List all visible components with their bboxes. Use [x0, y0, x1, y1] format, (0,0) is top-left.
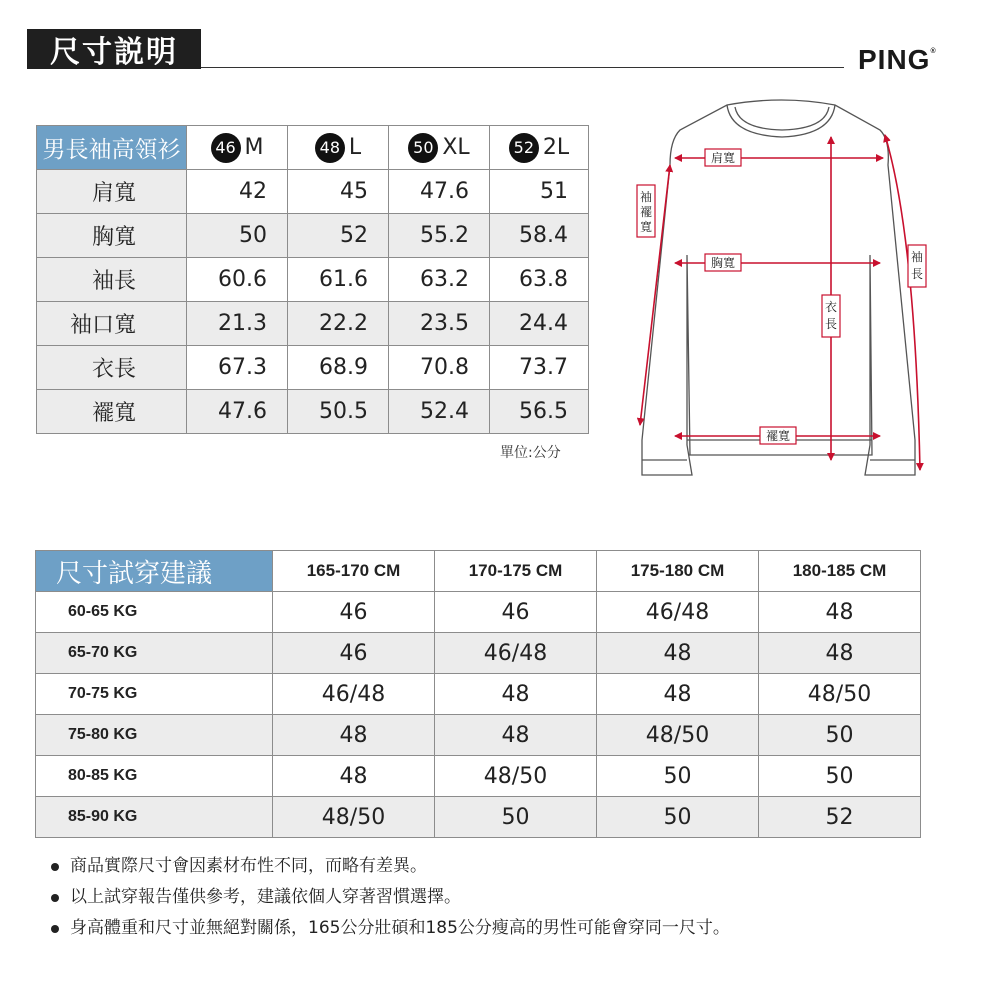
- table-cell: 52.4: [389, 390, 490, 434]
- table-cell: 58.4: [490, 214, 589, 258]
- table-cell: 48: [759, 592, 921, 633]
- chest-label: [705, 254, 741, 271]
- size-col-header: 48 L: [288, 126, 389, 170]
- table-cell: 48/50: [759, 674, 921, 715]
- table-cell: 48: [435, 715, 597, 756]
- table-cell: 42: [187, 170, 288, 214]
- unit-note: 單位:公分: [500, 445, 561, 461]
- row-label: 胸寬: [37, 214, 187, 258]
- table-cell: 46/48: [273, 674, 435, 715]
- row-label: 襬寬: [37, 390, 187, 434]
- table-cell: 60.6: [187, 258, 288, 302]
- table-cell: 47.6: [187, 390, 288, 434]
- table-cell: 61.6: [288, 258, 389, 302]
- page-title: 尺寸説明: [27, 29, 201, 69]
- table-row: [37, 302, 589, 346]
- table-cell: 63.2: [389, 258, 490, 302]
- svg-text:肩寬: 肩寬: [710, 151, 736, 165]
- table-cell: 45: [288, 170, 389, 214]
- table-cell: 22.2: [288, 302, 389, 346]
- table-row: [36, 633, 921, 674]
- table-cell: 24.4: [490, 302, 589, 346]
- svg-text:襬寬: 襬寬: [765, 429, 791, 443]
- table-row: [37, 170, 589, 214]
- table-cell: 52: [759, 797, 921, 838]
- table-cell: 48: [597, 674, 759, 715]
- table-cell: 48: [597, 633, 759, 674]
- weight-label: 80-85 KG: [36, 756, 273, 797]
- table-cell: 48: [273, 756, 435, 797]
- svg-text:長: 長: [910, 267, 924, 281]
- height-col-header: 180-185 CM: [759, 551, 921, 592]
- table-row: [37, 346, 589, 390]
- svg-text:胸寬: 胸寬: [710, 256, 736, 270]
- table-cell: 50.5: [288, 390, 389, 434]
- table-cell: 46/48: [435, 633, 597, 674]
- table-cell: 56.5: [490, 390, 589, 434]
- weight-label: 75-80 KG: [36, 715, 273, 756]
- table-cell: 48/50: [273, 797, 435, 838]
- hem-label: [760, 427, 796, 444]
- size-chart-table: [36, 125, 589, 434]
- table-cell: 46: [435, 592, 597, 633]
- table-cell: 52: [288, 214, 389, 258]
- table-cell: 23.5: [389, 302, 490, 346]
- length-label: [822, 295, 840, 337]
- table-cell: 50: [759, 756, 921, 797]
- table-cell: 73.7: [490, 346, 589, 390]
- brand-logo: PING®: [858, 44, 937, 75]
- table-cell: 55.2: [389, 214, 490, 258]
- table-cell: 67.3: [187, 346, 288, 390]
- note-item: 商品實際尺寸會因素材布性不同，而略有差異。: [48, 851, 730, 882]
- shirt-outline: [639, 100, 915, 475]
- row-label: 袖長: [37, 258, 187, 302]
- size-table-title: 男長袖高領衫: [37, 126, 187, 170]
- table-row: [37, 258, 589, 302]
- table-cell: 63.8: [490, 258, 589, 302]
- sleeve-label: [908, 245, 926, 287]
- table-row: [36, 797, 921, 838]
- table-row: [36, 592, 921, 633]
- row-label: 袖口寬: [37, 302, 187, 346]
- svg-text:衣: 衣: [824, 300, 838, 314]
- size-col-header: 46 M: [187, 126, 288, 170]
- table-cell: 46: [273, 633, 435, 674]
- table-cell: 51: [490, 170, 589, 214]
- table-cell: 50: [187, 214, 288, 258]
- fit-suggestion-table: [35, 550, 921, 838]
- table-cell: 68.9: [288, 346, 389, 390]
- height-col-header: 165-170 CM: [273, 551, 435, 592]
- table-cell: 46/48: [597, 592, 759, 633]
- table-cell: 48: [759, 633, 921, 674]
- size-col-header: 52 2L: [490, 126, 589, 170]
- note-item: 以上試穿報告僅供參考，建議依個人穿著習慣選擇。: [48, 882, 730, 913]
- garment-diagram: [615, 95, 935, 485]
- svg-text:襬: 襬: [639, 205, 653, 219]
- table-cell: 46: [273, 592, 435, 633]
- measure-arrows: [640, 135, 920, 470]
- table-cell: 47.6: [389, 170, 490, 214]
- weight-label: 60-65 KG: [36, 592, 273, 633]
- table-cell: 48: [435, 674, 597, 715]
- table-cell: 70.8: [389, 346, 490, 390]
- cuff-label: [637, 185, 655, 237]
- note-item: 身高體重和尺寸並無絕對關係，165公分壯碩和185公分瘦高的男性可能會穿同一尺寸。: [48, 913, 730, 944]
- table-cell: 48/50: [597, 715, 759, 756]
- height-col-header: 175-180 CM: [597, 551, 759, 592]
- size-col-header: 50 XL: [389, 126, 490, 170]
- table-row: [37, 214, 589, 258]
- table-cell: 48/50: [435, 756, 597, 797]
- row-label: 衣長: [37, 346, 187, 390]
- table-row: [37, 390, 589, 434]
- table-cell: 48: [273, 715, 435, 756]
- svg-text:袖: 袖: [639, 190, 653, 204]
- svg-text:袖: 袖: [910, 250, 924, 264]
- table-row: [36, 674, 921, 715]
- table-row: [36, 756, 921, 797]
- fit-table-title: 尺寸試穿建議: [36, 551, 273, 592]
- shoulder-label: [705, 149, 741, 166]
- weight-label: 65-70 KG: [36, 633, 273, 674]
- table-row: [36, 715, 921, 756]
- table-cell: 50: [597, 756, 759, 797]
- title-divider: [201, 67, 844, 68]
- row-label: 肩寬: [37, 170, 187, 214]
- svg-text:寬: 寬: [639, 220, 653, 234]
- weight-label: 85-90 KG: [36, 797, 273, 838]
- table-cell: 21.3: [187, 302, 288, 346]
- table-cell: 50: [597, 797, 759, 838]
- table-cell: 50: [435, 797, 597, 838]
- height-col-header: 170-175 CM: [435, 551, 597, 592]
- svg-text:長: 長: [824, 317, 838, 331]
- table-cell: 50: [759, 715, 921, 756]
- weight-label: 70-75 KG: [36, 674, 273, 715]
- notes-list: [48, 851, 730, 944]
